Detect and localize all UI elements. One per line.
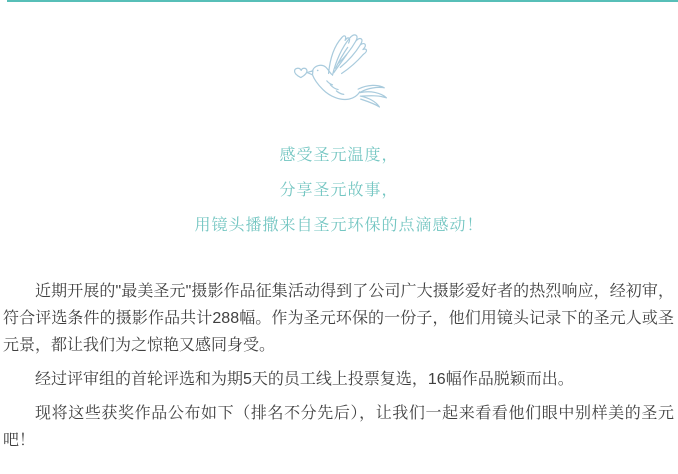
intro-line-3: 用镜头播撒来自圣元环保的点滴感动！ [194, 217, 484, 234]
intro-line-2: 分享圣元故事， [279, 182, 399, 199]
paragraph-3: 现将这些获奖作品公布如下（排名不分先后），让我们一起来看看他们眼中别样美的圣元吧！ [3, 405, 674, 449]
dove-illustration [0, 0, 678, 110]
top-divider-line [7, 0, 678, 2]
dove-heart-icon [283, 30, 395, 110]
paragraph-2: 经过评审组的首轮评选和为期5天的员工线上投票复选，16幅作品脱颖而出。 [35, 371, 574, 388]
article-body [0, 278, 678, 454]
intro-line-1: 感受圣元温度， [279, 147, 399, 164]
intro-slogan [0, 148, 678, 234]
paragraph-1: 近期开展的"最美圣元"摄影作品征集活动得到了公司广大摄影爱好者的热烈响应，经初审，符合评选条件的摄影作品共计288幅。作为圣元环保的一份子，他们用镜头记录下的圣元人或圣元景，都让我们为之惊艳又感同身受。 [3, 283, 674, 354]
